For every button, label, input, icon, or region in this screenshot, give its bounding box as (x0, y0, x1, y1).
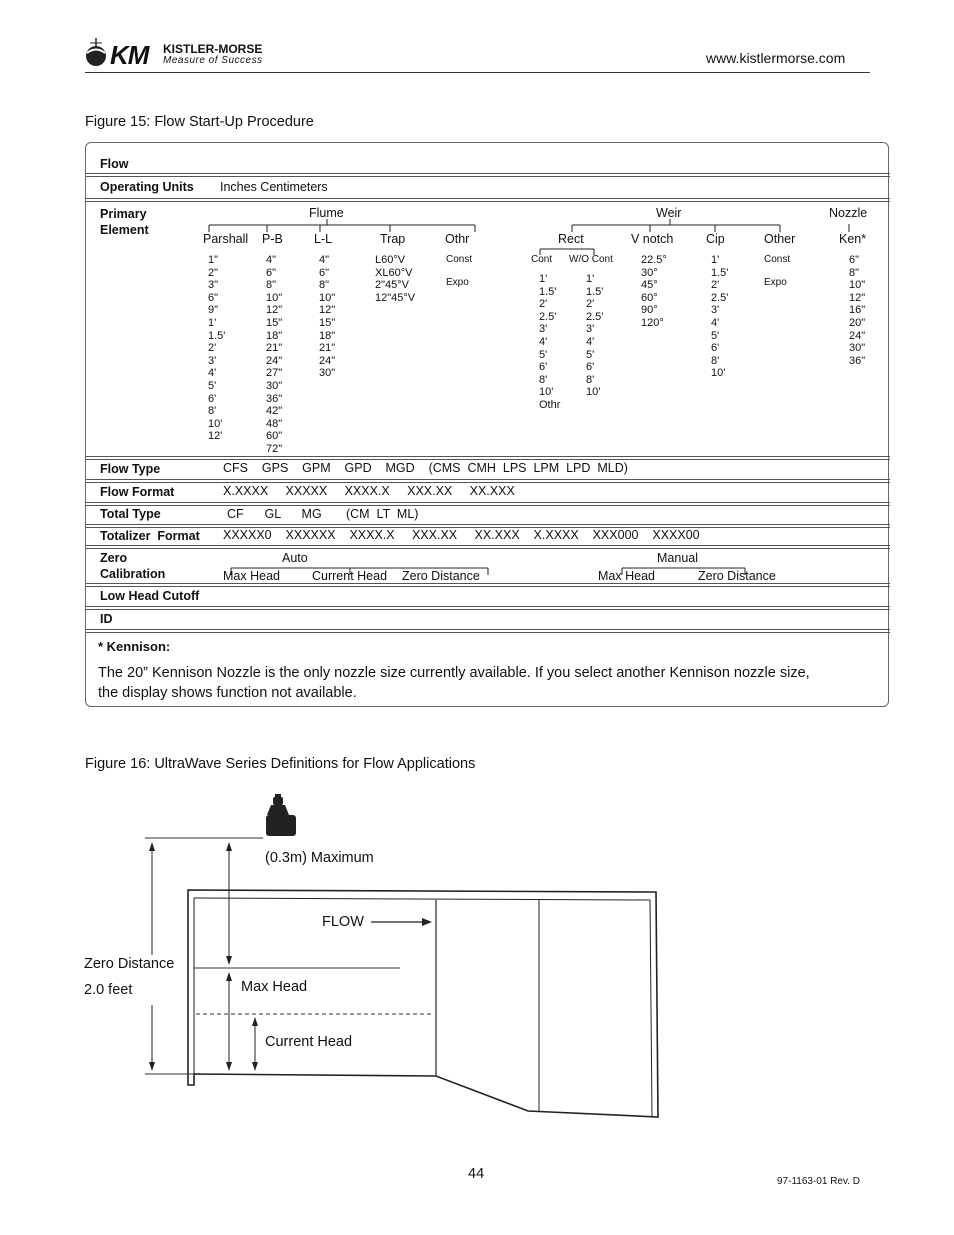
pb-title: P-B (262, 232, 283, 246)
logo-company: KISTLER-MORSE (163, 42, 263, 56)
zero-calibration-manual: Manual (657, 551, 698, 565)
cip-title: Cip (706, 232, 725, 246)
website-url: www.kistlermorse.com (706, 50, 846, 66)
current-head-label: Current Head (265, 1034, 353, 1050)
manual-zero-distance: Zero Distance (698, 569, 776, 583)
zero-distance-value: 2.0 feet (84, 982, 133, 998)
logo-tagline: Measure of Success (163, 55, 263, 66)
low-head-cutoff-label: Low Head Cutoff (100, 589, 200, 603)
kennison-note-line2: the display shows function not available. (98, 685, 357, 701)
rect-wo-values: 1' 1.5' 2' 2.5' 3' 4' 5' 6' 8' 10' (586, 273, 604, 399)
flow-type-label: Flow Type (100, 462, 161, 476)
zero-calibration-label-2: Calibration (100, 567, 166, 581)
rect-cont-label: Cont (531, 254, 553, 265)
pb-values: 4" 6" 8" 10" 12" 15" 18" 21" 24" 27" 30" 36" 42" 48" 60" 72" (266, 254, 283, 455)
auto-max-head: Max Head (223, 569, 280, 583)
sensor-icon (266, 794, 296, 836)
maximum-label: (0.3m) Maximum (265, 850, 374, 866)
othr-title: Othr (445, 232, 470, 246)
total-type-value: CF GL MG (CM LT ML) (227, 507, 419, 521)
zero-distance-label: Zero Distance (84, 956, 175, 972)
operating-units-label: Operating Units (100, 180, 194, 194)
page-number: 44 (468, 1166, 485, 1182)
ll-title: L-L (314, 232, 333, 246)
flow-type-value: CFS GPS GPM GPD MGD (CMS CMH LPS LPM LPD MLD) (223, 461, 628, 475)
vnotch-title: V notch (631, 232, 674, 246)
othr-const: Const (446, 254, 473, 265)
auto-current-head: Current Head (312, 569, 388, 583)
rect-wo-cont-label: W/O Cont (569, 254, 613, 265)
row-divider (86, 583, 890, 587)
max-head-label: Max Head (241, 979, 308, 995)
row-divider (86, 502, 890, 506)
other-title: Other (764, 232, 796, 246)
document-number: 97-1163-01 Rev. D (777, 1176, 861, 1187)
primary-element-label-2: Element (100, 223, 149, 237)
row-divider (86, 479, 890, 483)
flume-group-label: Flume (309, 206, 344, 220)
row-divider (86, 456, 890, 460)
flow-format-value: X.XXXX XXXXX XXXX.X XXX.XX XX.XXX (223, 484, 515, 498)
figure16-title: Figure 16: UltraWave Series Definitions for Flow Applications (85, 756, 476, 772)
totalizer-format-label: Totalizer Format (100, 529, 200, 543)
kennison-note-line1: The 20” Kennison Nozzle is the only nozzle size currently available. If you select another Kennison nozzle size, (98, 665, 810, 681)
trap-title: Trap (380, 232, 406, 246)
ll-values: 4" 6" 8" 10" 12" 15" 18" 21" 24" 30" (319, 254, 336, 380)
ken-title: Ken* (839, 232, 867, 246)
zero-calibration-auto: Auto (282, 551, 308, 565)
manual-max-head: Max Head (598, 569, 655, 583)
other-expo: Expo (764, 277, 787, 288)
other-const: Const (764, 254, 791, 265)
id-label: ID (100, 612, 113, 626)
totalizer-format-value: XXXXX0 XXXXXX XXXX.X XXX.XX XX.XXX X.XXXX XXX000 XXXX00 (223, 528, 700, 542)
auto-zero-distance: Zero Distance (402, 569, 480, 583)
kennison-note-heading: * Kennison: (98, 639, 171, 654)
flow-startup-panel (85, 142, 889, 707)
nozzle-group-label: Nozzle (829, 206, 868, 220)
vnotch-values: 22.5° 30° 45° 60° 90° 120° (641, 254, 667, 329)
weir-group-label: Weir (656, 206, 682, 220)
total-type-label: Total Type (100, 507, 161, 521)
row-divider (86, 629, 890, 633)
flow-label: Flow (100, 157, 129, 171)
trap-values: L60°V XL60°V 2"45°V 12"45°V (375, 254, 416, 304)
parshall-values: 1" 2" 3" 6" 9" 1' 1.5' 2' 3' 4' 5' 6' 8' 10' 12' (208, 254, 226, 443)
flow-format-label: Flow Format (100, 485, 175, 499)
row-divider (86, 173, 890, 177)
rect-title: Rect (558, 232, 584, 246)
figure15-title: Figure 15: Flow Start-Up Procedure (85, 114, 314, 130)
parshall-title: Parshall (203, 232, 249, 246)
row-divider (86, 545, 890, 549)
rect-cont-values: 1' 1.5' 2' 2.5' 3' 4' 5' 6' 8' 10' Othr (539, 273, 561, 411)
primary-element-label-1: Primary (100, 207, 147, 221)
operating-units-value: Inches Centimeters (220, 180, 328, 194)
row-divider (86, 198, 890, 202)
zero-calibration-label-1: Zero (100, 551, 128, 565)
cip-values: 1' 1.5' 2' 2.5' 3' 4' 5' 6' 8' 10' (711, 254, 729, 380)
logo-brand: KM (110, 40, 149, 70)
ken-values: 6" 8" 10" 12" 16" 20" 24" 30" 36" (849, 254, 866, 367)
header-divider (85, 72, 870, 73)
row-divider (86, 606, 890, 610)
othr-expo: Expo (446, 277, 469, 288)
flow-label-diagram: FLOW (322, 914, 364, 930)
